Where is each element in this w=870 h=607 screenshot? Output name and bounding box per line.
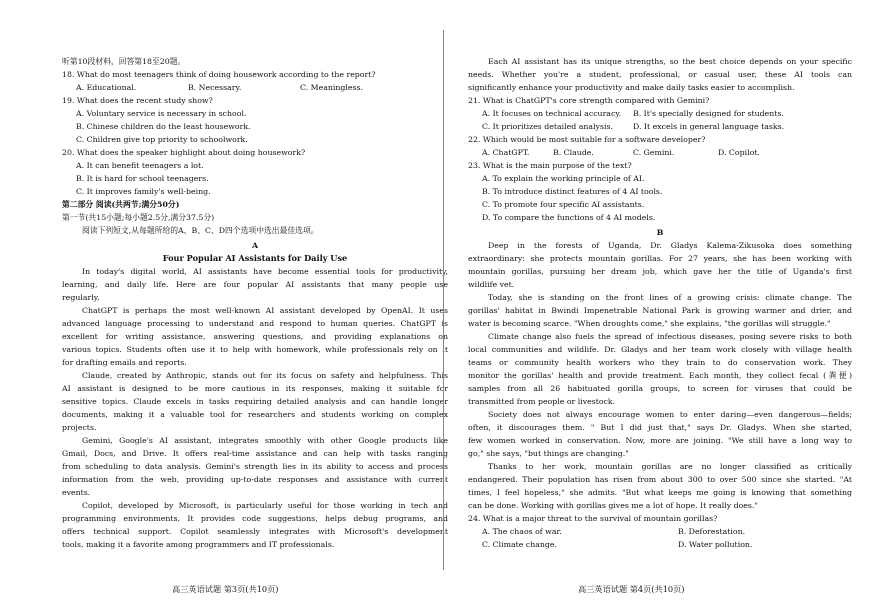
- para-b2-line: gorillas' habitat in Bwindi Impenetrable National Park is growing warmer and drier, and: [468, 306, 852, 315]
- q21-option-b: B. It's specially designed for students.: [633, 109, 784, 118]
- para-b2-line: Today, she is standing on the front lines of a growing crisis: climate change. The: [488, 293, 852, 302]
- para-gemini-line: from scheduling to data analysis. Gemini's strength lies in its ability to access and process: [62, 462, 448, 471]
- para-claude-line: projects.: [62, 423, 97, 432]
- para-conclusion-line: needs. Whether you're a student, professional, or casual user, these AI tools can: [468, 70, 852, 79]
- para-copilot-line: Copilot, developed by Microsoft, is particularly useful for those working in tech and: [82, 501, 448, 510]
- para-intro-line: In today's digital world, AI assistants have become essential tools for productivity,: [82, 267, 448, 276]
- q23-option-b: B. To introduce distinct features of 4 AI tools.: [482, 187, 663, 196]
- para-copilot-line: tools, making it a favorite among programmers and IT professionals.: [62, 540, 335, 549]
- q22-option-b: B. Claude.: [553, 148, 594, 157]
- para-chatgpt-line: for drafting emails and reports.: [62, 358, 187, 367]
- para-chatgpt-line: excellent for writing assistance, answering questions, and providing explanations on: [62, 332, 448, 341]
- para-b4-line: go," she says, "but things are changing.": [468, 449, 629, 458]
- q19-option-b: B. Chinese children do the least housework.: [76, 122, 251, 131]
- para-conclusion-line: significantly enhance your productivity and make daily tasks easier to accomplish.: [468, 83, 795, 92]
- para-copilot-line: programming environments. It provides code suggestions, helps debug programs, and: [62, 514, 448, 523]
- q21-option-c: C. It prioritizes detailed analysis.: [482, 122, 613, 131]
- q24-option-c: C. Climate change.: [482, 540, 558, 549]
- q21-option-a: A. It focuses on technical accuracy.: [482, 109, 622, 118]
- page-footer-right: 高三英语试题 第4页(共10页): [578, 584, 685, 594]
- q18-option-c: C. Meaningless.: [300, 83, 364, 92]
- question-24: 24. What is a major threat to the survival of mountain gorillas?: [468, 514, 718, 523]
- para-gemini-line: information from the web, providing up-to-date responses and assistance with current: [62, 475, 448, 484]
- q21-option-d: D. It excels in general language tasks.: [633, 122, 785, 131]
- q24-option-d: D. Water pollution.: [678, 540, 753, 549]
- question-21: 21. What is ChatGPT's core strength compared with Gemini?: [468, 96, 710, 105]
- para-claude-line: sensitive topics. Claude excels in tasks requiring detailed analysis and can handle longer: [62, 397, 448, 406]
- left-column: [62, 0, 448, 607]
- para-intro-line: regularly.: [62, 293, 100, 302]
- reading-instructions: 阅读下列短文,从每题所给的A、B、C、D四个选项中选出最佳选项。: [82, 226, 319, 235]
- para-b4-line: often, it discourages them. " But I did just that," says Dr. Gladys. When she started,: [468, 423, 852, 432]
- passage-b-label: B: [656, 228, 664, 237]
- para-intro-line: learning, and daily life. Here are four popular AI assistants that many people use: [62, 280, 448, 289]
- question-20: 20. What does the speaker highlight about doing housework?: [62, 148, 306, 157]
- para-b3-line: monitor the gorillas' health and provide treatment. Each month, they collect fecal (粪便): [468, 371, 852, 380]
- para-b2-line: water is becoming scarce. "When droughts come," she explains, "the gorillas will struggle.": [468, 319, 831, 328]
- question-19: 19. What does the recent study show?: [62, 96, 213, 105]
- para-claude-line: Claude, created by Anthropic, stands out for its focus on safety and helpfulness. This: [82, 371, 448, 380]
- q19-option-a: A. Voluntary service is necessary in school.: [76, 109, 247, 118]
- q24-option-a: A. The chaos of war.: [482, 527, 562, 536]
- para-b5-line: Thanks to her work, mountain gorillas are no longer classified as critically: [488, 462, 852, 471]
- q18-option-b: B. Necessary.: [188, 83, 242, 92]
- q22-option-d: D. Copilot.: [718, 148, 760, 157]
- para-gemini-line: Gmail, Docs, and Drive. It offers real-time assistance and can help with tasks ranging: [62, 449, 448, 458]
- q23-option-a: A. To explain the working principle of AI.: [482, 174, 645, 183]
- para-b3-line: transmitted from people or livestock.: [468, 397, 616, 406]
- para-claude-line: documents, making it a valuable tool for researchers and students working on complex: [62, 410, 448, 419]
- question-18: 18. What do most teenagers think of doing housework according to the report?: [62, 70, 376, 79]
- para-claude-line: AI assistant is designed to be more cautious in its responses, making it suitable for: [62, 384, 448, 393]
- column-divider: [443, 30, 444, 570]
- para-b4-line: Society does not always encourage women to enter daring—even dangerous—fields;: [488, 410, 852, 419]
- para-gemini-line: events.: [62, 488, 91, 497]
- para-b1-line: wildlife vet.: [468, 280, 515, 289]
- para-b5-line: can be done. Working with gorillas gives me a lot of hope. It really does.": [468, 501, 758, 510]
- page-footer-left: 高三英语试题 第3页(共10页): [172, 584, 279, 594]
- question-23: 23. What is the main purpose of the text?: [468, 161, 632, 170]
- q22-option-a: A. ChatGPT.: [482, 148, 530, 157]
- para-b3-line: teams or community health workers who they train to do conservation work. They: [468, 358, 852, 367]
- para-conclusion-line: Each AI assistant has its unique strengths, so the best choice depends on your specific: [488, 57, 852, 66]
- right-column: [468, 0, 852, 607]
- para-b4-line: few women worked in conservation. Now, more are joining. "We still have a long way to: [468, 436, 852, 445]
- para-copilot-line: offers technical support. Copilot seamlessly integrates with Microsoft's development: [62, 527, 448, 536]
- section-one-heading: 第一节(共15小题;每小题2.5分,满分37.5分): [62, 213, 215, 222]
- q19-option-c: C. Children give top priority to schoolwork.: [76, 135, 248, 144]
- q24-option-b: B. Deforestation.: [678, 527, 746, 536]
- para-b1-line: extraordinary: she protects mountain gorillas. For 27 years, she has been working with: [468, 254, 852, 263]
- q23-option-d: D. To compare the functions of 4 AI models.: [482, 213, 656, 222]
- question-22: 22. Which would be most suitable for a software developer?: [468, 135, 706, 144]
- para-chatgpt-line: advanced language processing to understand and respond to human queries. ChatGPT is: [62, 319, 448, 328]
- q20-option-b: B. It is hard for school teenagers.: [76, 174, 209, 183]
- para-b5-line: times, I feel hopeless," she admits. "But what keeps me going is knowing that something: [468, 488, 852, 497]
- passage-a-label: A: [251, 241, 259, 250]
- para-b3-line: Climate change also fuels the spread of infectious diseases, posing severe risks to both: [488, 332, 852, 341]
- listening-intro: 听第10段材料，回答第18至20题。: [62, 57, 186, 66]
- q20-option-c: C. It improves family's well-being.: [76, 187, 211, 196]
- para-b1-line: mountain gorillas, pursuing her dream job, which gave her the title of Uganda's first: [468, 267, 852, 276]
- para-chatgpt-line: various topics. Students often use it to help with homework, while professionals rely on it: [62, 345, 448, 354]
- part-two-heading: 第二部分 阅读(共两节;满分50分): [62, 200, 180, 209]
- passage-a-title: Four Popular AI Assistants for Daily Use: [162, 253, 348, 263]
- q23-option-c: C. To promote four specific AI assistants.: [482, 200, 645, 209]
- para-chatgpt-line: ChatGPT is perhaps the most well-known AI assistant developed by OpenAI. It uses: [82, 306, 448, 315]
- para-b1-line: Deep in the forests of Uganda, Dr. Gladys Kalema-Zikusoka does something: [488, 241, 852, 250]
- q18-option-a: A. Educational.: [76, 83, 137, 92]
- para-gemini-line: Gemini, Google's AI assistant, integrates smoothly with other Google products like: [82, 436, 448, 445]
- para-b3-line: samples from all 26 habituated gorilla groups, to screen for viruses that could be: [468, 384, 852, 393]
- q22-option-c: C. Gemini.: [633, 148, 675, 157]
- q20-option-a: A. It can benefit teenagers a lot.: [76, 161, 204, 170]
- para-b3-line: local communities and wildlife. Dr. Gladys and her team work closely with village health: [468, 345, 852, 354]
- para-b5-line: endangered. Their population has risen from about 300 to over 500 since she started. "At: [468, 475, 852, 484]
